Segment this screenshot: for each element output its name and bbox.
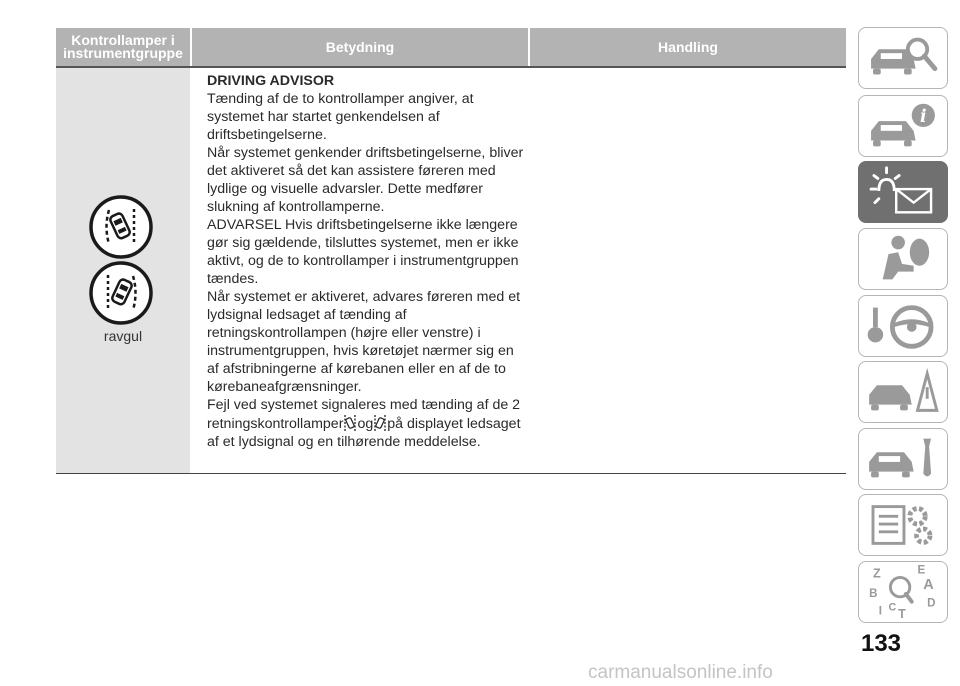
fault-text-end: på displayet ledsaget af et lydsignal og en tilhørende meddelelse. xyxy=(207,416,521,450)
alphabetical-index-icon xyxy=(859,562,947,622)
chapter-tab-emergency[interactable] xyxy=(858,361,948,423)
meaning-paragraph: Når systemet er aktiveret, advares føreren med et lydsignal ledsaget af tænding af retningskontrollampen (højre eller venstre) i instrumentgruppen, hvis køretøjet nærmer sig en af afstribningerne af kørebanen eller en af de to kørebaneafgrænsninger. xyxy=(207,289,521,395)
chapter-tab-car-overview[interactable] xyxy=(858,27,948,89)
index-letter: T xyxy=(898,607,906,622)
index-letter: B xyxy=(869,586,878,600)
index-letter: I xyxy=(878,604,883,618)
chapter-tab-car-info[interactable] xyxy=(858,95,948,157)
car-breakdown-icon xyxy=(859,362,947,422)
watermark: carmanualsonline.info xyxy=(588,662,773,683)
header-meaning: Betydning xyxy=(192,28,528,66)
chapter-tab-maintenance[interactable] xyxy=(858,428,948,490)
key-steering-wheel-icon xyxy=(859,296,947,356)
fault-text-middle: og xyxy=(357,416,374,432)
chapter-tab-starting-driving[interactable] xyxy=(858,295,948,357)
index-letter: D xyxy=(927,596,936,610)
header-action: Handling xyxy=(530,28,846,66)
index-letter: C xyxy=(888,601,897,614)
section-title: DRIVING ADVISOR xyxy=(207,73,335,89)
meaning-paragraph: Når systemet genkender driftsbetingelserne, bliver det aktiveret så det kan assistere føreren med lydlige og visuelle advarsler. Dette medfører slukning af kontrollamperne. xyxy=(207,145,524,215)
lane-departure-right-lamp-icon xyxy=(88,260,154,326)
car-magnifier-icon xyxy=(859,28,947,88)
index-letter: Z xyxy=(873,566,881,581)
car-info-icon xyxy=(859,96,947,156)
index-letter: A xyxy=(923,577,934,594)
lane-left-symbol-icon xyxy=(343,414,357,432)
lamp-color-caption: ravgul xyxy=(103,328,143,344)
header-lamps: Kontrollamper i instrumentgruppe xyxy=(56,28,190,66)
row-divider xyxy=(56,473,846,474)
meaning-paragraph: Tænding af de to kontrollamper angiver, at systemet har startet genkendelsen af driftsbetingelserne. xyxy=(207,91,474,143)
index-letter: E xyxy=(917,563,926,577)
fault-text-start: Fejl ved systemet signaleres med tænding af de 2 retningskontrollamper xyxy=(207,397,521,432)
meaning-paragraph-fault xyxy=(207,396,527,451)
chapter-tab-safety[interactable] xyxy=(858,228,948,290)
car-wrench-icon xyxy=(859,429,947,489)
meaning-paragraph: ADVARSEL Hvis driftsbetingelserne ikke længere gør sig gældende, tilsluttes systemet, men er ikke aktivt, og de to kontrollamper i instrumentgruppen tændes. xyxy=(207,217,519,287)
airbag-seat-icon xyxy=(859,229,947,289)
chapter-tab-index[interactable] xyxy=(858,561,948,623)
warning-light-message-icon xyxy=(859,162,947,222)
page-number: 133 xyxy=(860,630,902,657)
chapter-tab-technical-data[interactable] xyxy=(858,494,948,556)
lane-right-symbol-icon xyxy=(373,414,387,432)
lamp-cell xyxy=(56,68,190,473)
chapter-tab-warning-lights[interactable] xyxy=(858,161,948,223)
svg-text:i: i xyxy=(920,107,927,128)
meaning-cell xyxy=(207,72,527,451)
lane-departure-left-lamp-icon xyxy=(88,194,154,260)
specifications-gear-icon xyxy=(859,495,947,555)
